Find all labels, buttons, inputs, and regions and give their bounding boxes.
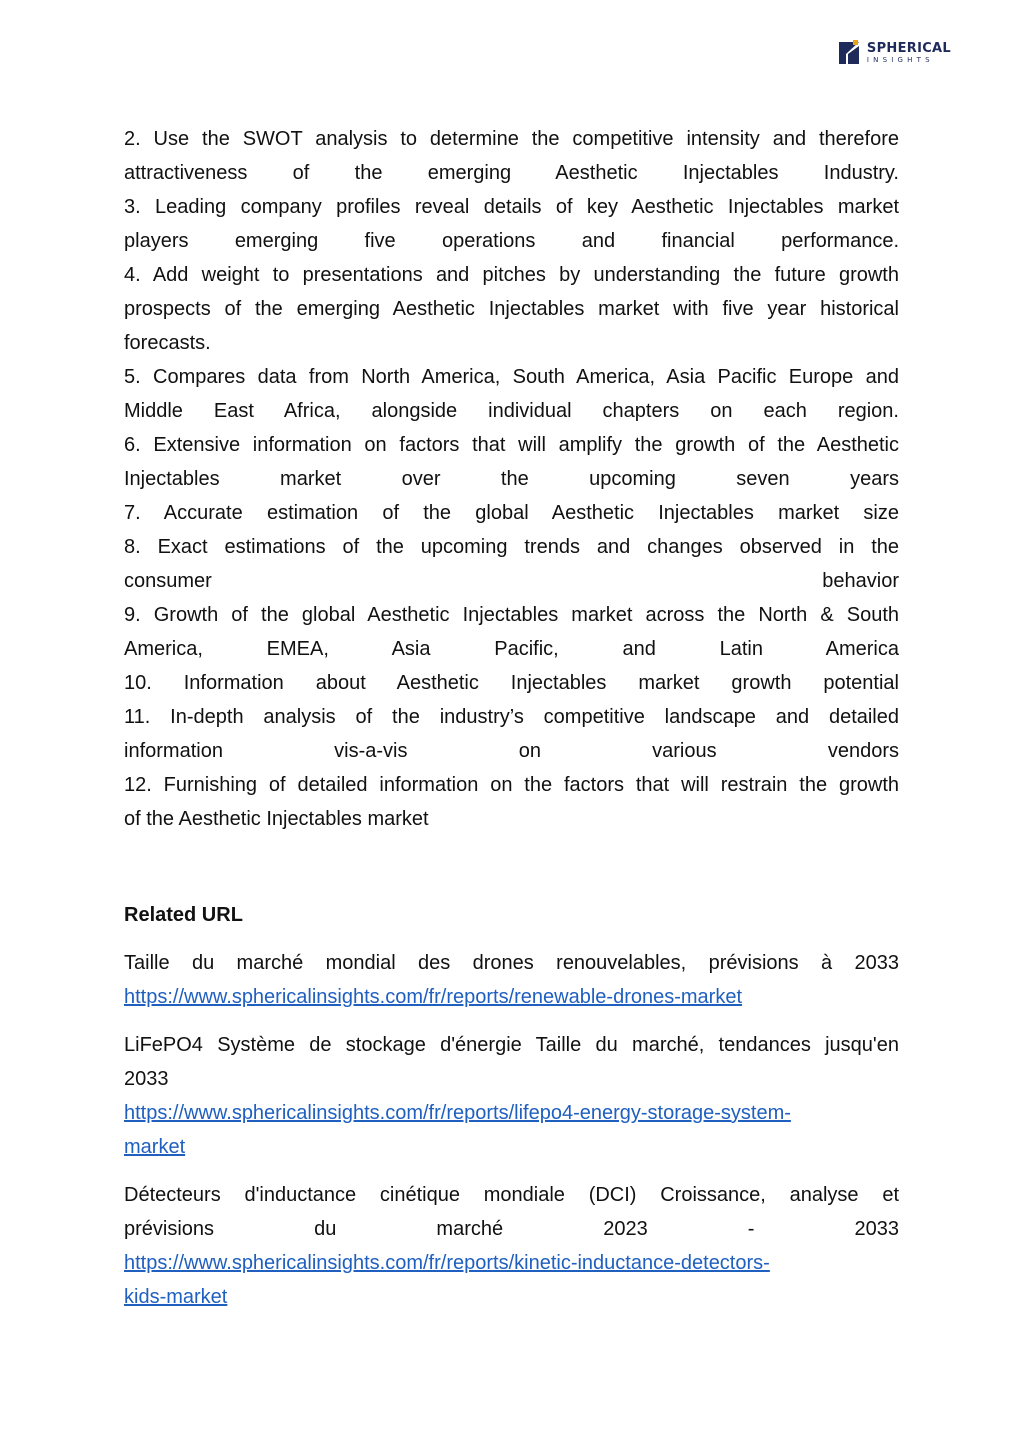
- body-line: 10. Information about Aesthetic Injectables market growth potential: [124, 672, 899, 694]
- body-line: 3. Leading company profiles reveal details of key Aesthetic Injectables market: [124, 196, 899, 218]
- body-line: of the Aesthetic Injectables market: [124, 808, 429, 830]
- related-item: [124, 1178, 899, 1314]
- related-item-link[interactable]: https://www.sphericalinsights.com/fr/reports/lifepo4-energy-storage-system-: [124, 1102, 791, 1124]
- related-item-title: LiFePO4 Système de stockage d'énergie Taille du marché, tendances jusqu'en: [124, 1034, 899, 1056]
- body-line: consumer behavior: [124, 570, 899, 592]
- related-url-heading: Related URL: [124, 904, 243, 926]
- body-line: 7. Accurate estimation of the global Aesthetic Injectables market size: [124, 502, 899, 524]
- body-line: America, EMEA, Asia Pacific, and Latin America: [124, 638, 899, 660]
- body-line: information vis-a-vis on various vendors: [124, 740, 899, 762]
- related-item-link[interactable]: kids-market: [124, 1286, 228, 1308]
- body-line: 8. Exact estimations of the upcoming trends and changes observed in the: [124, 536, 899, 558]
- related-item-link[interactable]: market: [124, 1136, 186, 1158]
- body-line: 12. Furnishing of detailed information on the factors that will restrain the growth: [124, 774, 899, 796]
- body-line: players emerging five operations and financial performance.: [124, 230, 899, 252]
- related-url-list: [124, 946, 899, 1314]
- logo-name: SPHERICAL: [866, 41, 951, 56]
- body-line: 6. Extensive information on factors that will amplify the growth of the Aesthetic: [124, 434, 899, 456]
- logo-subtitle: INSIGHTS: [866, 56, 934, 64]
- related-item-link[interactable]: https://www.sphericalinsights.com/fr/reports/kinetic-inductance-detectors-: [124, 1252, 770, 1274]
- body-line: 5. Compares data from North America, South America, Asia Pacific Europe and: [124, 366, 899, 388]
- body-line: forecasts.: [124, 332, 211, 354]
- related-item: [124, 946, 899, 1014]
- body-line: 11. In-depth analysis of the industry’s competitive landscape and detailed: [124, 706, 899, 728]
- related-item-title: Détecteurs d'inductance cinétique mondiale (DCI) Croissance, analyse et: [124, 1184, 899, 1206]
- spherical-insights-logo: [839, 40, 951, 66]
- body-line: Injectables market over the upcoming seven years: [124, 468, 899, 490]
- related-item-link[interactable]: https://www.sphericalinsights.com/fr/reports/renewable-drones-market: [124, 986, 743, 1008]
- body-line: 9. Growth of the global Aesthetic Injectables market across the North & South: [124, 604, 899, 626]
- related-item: [124, 1028, 899, 1164]
- related-item-title: 2033: [124, 1068, 169, 1090]
- body-line: 4. Add weight to presentations and pitches by understanding the future growth: [124, 264, 899, 286]
- body-line: attractiveness of the emerging Aesthetic Injectables Industry.: [124, 162, 899, 184]
- feature-list: [124, 122, 899, 836]
- document-body: [124, 122, 899, 1328]
- related-item-title: Taille du marché mondial des drones renouvelables, prévisions à 2033: [124, 952, 899, 974]
- body-line: 2. Use the SWOT analysis to determine the competitive intensity and therefore: [124, 128, 899, 150]
- body-line: prospects of the emerging Aesthetic Injectables market with five year historical: [124, 298, 899, 320]
- spherical-logo-icon: [839, 40, 861, 66]
- body-line: Middle East Africa, alongside individual chapters on each region.: [124, 400, 899, 422]
- related-item-title: prévisions du marché 2023 - 2033: [124, 1218, 899, 1240]
